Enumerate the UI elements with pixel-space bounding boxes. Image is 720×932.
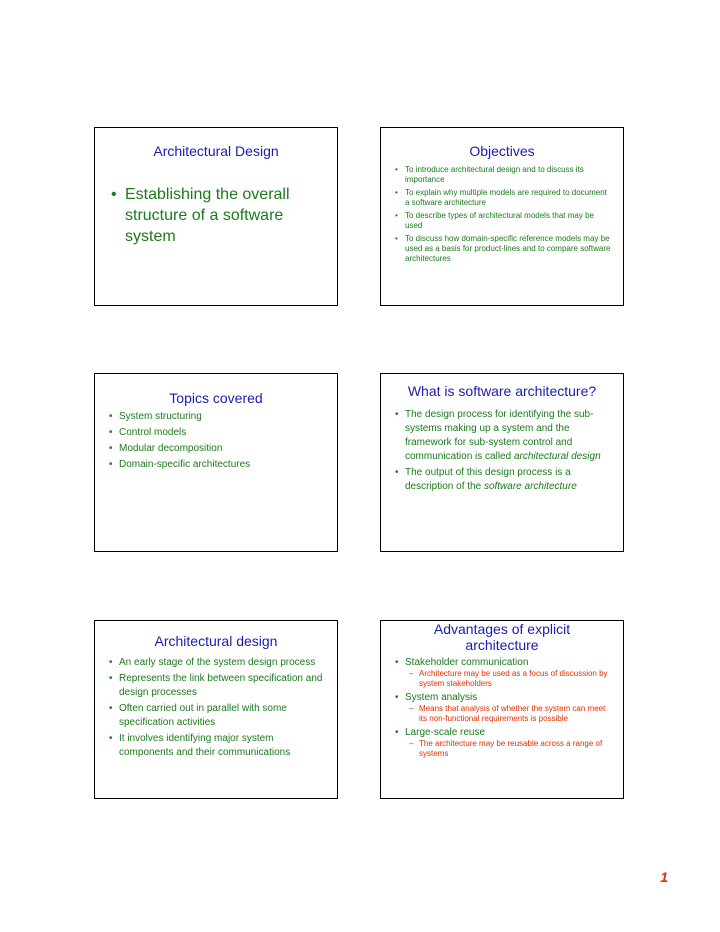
bullet-item: • Establishing the overall structure of a software system (107, 184, 325, 247)
slide-title: Architectural design (154, 633, 278, 649)
bullet-item: • Represents the link between specification and design processes (105, 672, 327, 700)
bullet-list (105, 409, 327, 473)
bullet-item (391, 408, 611, 464)
bullet-item: • System structuring (105, 409, 327, 425)
bullet-item: • To discuss how domain-specific reference models may be used as a basis for product-lines and to compare software architectures (391, 234, 613, 264)
bullet-item: • System analysis (391, 692, 613, 704)
slide-topics-covered (94, 373, 338, 552)
slide-advantages-explicit-architecture (380, 620, 624, 799)
slide-title: Advantages of explicit architecture (433, 621, 571, 653)
bullet-emphasis: architectural design (513, 451, 601, 462)
bullet-item (391, 466, 611, 494)
bullet-emphasis: software architecture (483, 481, 577, 492)
slide-title: Architectural Design (153, 143, 279, 159)
slide-architectural-design (94, 620, 338, 799)
bullet-list (107, 184, 325, 247)
slide-title: What is software architecture? (407, 383, 597, 399)
bullet-list (391, 657, 613, 759)
bullet-item: • To explain why multiple models are required to document a software architecture (391, 188, 613, 208)
bullet-item: • Large-scale reuse (391, 727, 613, 739)
bullet-item: • Control models (105, 425, 327, 441)
slide-what-is-software-architecture (380, 373, 624, 552)
slide-objectives (380, 127, 624, 306)
bullet-item: • It involves identifying major system components and their communications (105, 732, 327, 760)
bullet-text: The design process for identifying the sub-systems making up a system and the framework for sub-system control and communication is called (405, 409, 594, 462)
bullet-list (391, 408, 611, 494)
bullet-list (391, 165, 613, 264)
bullet-list (105, 656, 327, 760)
bullet-text: The output of this design process is a description of the (405, 467, 571, 492)
bullet-item: • Stakeholder communication (391, 657, 613, 669)
bullet-item: • Modular decomposition (105, 441, 327, 457)
bullet-item: • To describe types of architectural models that may be used (391, 211, 613, 231)
bullet-item: • To introduce architectural design and to discuss its importance (391, 165, 613, 185)
bullet-item: • An early stage of the system design process (105, 656, 327, 670)
bullet-item: • Domain-specific architectures (105, 457, 327, 473)
slide-title: Topics covered (169, 390, 263, 406)
slide-title: Objectives (469, 143, 535, 159)
bullet-item: • Often carried out in parallel with some specification activities (105, 702, 327, 730)
page-number: 1 (660, 869, 668, 885)
sub-bullet: – Means that analysis of whether the system can meet its non-functional requirements is possible (405, 704, 613, 724)
sub-bullet: – Architecture may be used as a focus of discussion by system stakeholders (405, 669, 613, 689)
slide-architectural-design-title (94, 127, 338, 306)
sub-bullet: – The architecture may be reusable across a range of systems (405, 739, 613, 759)
